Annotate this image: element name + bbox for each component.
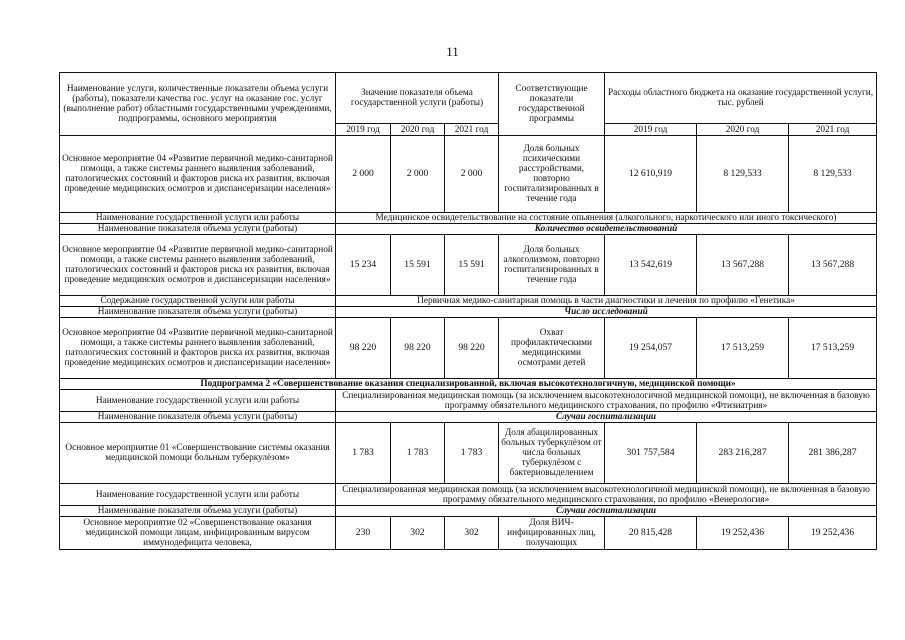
indicator-name-label: Наименование показателя объема услуги (работы) xyxy=(60,412,336,423)
volume-2020: 2 000 xyxy=(391,136,445,213)
table-row xyxy=(60,307,877,318)
service-name-value: Специализированная медицинская помощь (за исключением высокотехнологичной медицинской помощи), не включенная в базовую программу обязательного медицинского страхования, по профилю «Венерология» xyxy=(336,484,877,506)
program-indicator: Доля абацилированных больных туберкулёзом от числа больных туберкулёзом с бактериовыделением xyxy=(499,423,605,484)
header-expense-group: Расходы областного бюджета на оказание государственной услуги, тыс. рублей xyxy=(605,73,877,124)
indicator-name-value: Число исследований xyxy=(336,307,877,318)
main-activity: Основное мероприятие 02 «Совершенствование оказания медицинской помощи лицам, инфицированным вирусом иммунодефицита человека, xyxy=(60,517,336,550)
volume-2019: 15 234 xyxy=(336,235,391,296)
main-activity: Основное мероприятие 01 «Совершенствование системы оказания медицинской помощи больным туберкулёзом» xyxy=(60,423,336,484)
table-row xyxy=(60,235,877,296)
volume-2021: 2 000 xyxy=(445,136,499,213)
header-program-indicators: Соответствующие показатели государственной программы xyxy=(499,73,605,136)
expense-2019: 19 254,057 xyxy=(605,318,697,379)
expense-2019: 301 757,584 xyxy=(605,423,697,484)
header-year-2: 2020 год xyxy=(391,124,445,136)
header-exp-year-3: 2021 год xyxy=(789,124,877,136)
subprogram-row xyxy=(60,379,877,390)
volume-2020: 98 220 xyxy=(391,318,445,379)
volume-2020: 302 xyxy=(391,517,445,550)
table-row xyxy=(60,390,877,412)
expense-2020: 283 216,287 xyxy=(697,423,789,484)
main-activity: Основное мероприятие 04 «Развитие первичной медико-санитарной помощи, а также системы раннего выявления заболеваний, патологических состояний и факторов риска их развития, включая проведение медицинских осмотров и диспансеризации населения» xyxy=(60,318,336,379)
expense-2021: 19 252,436 xyxy=(789,517,877,550)
main-activity: Основное мероприятие 04 «Развитие первичной медико-санитарной помощи, а также системы раннего выявления заболеваний, патологических состояний и факторов риска их развития, включая проведение медицинских осмотров и диспансеризации населения» xyxy=(60,235,336,296)
program-indicator: Доля больных алкоголизмом, повторно госпитализированных в течение года xyxy=(499,235,605,296)
indicator-name-value: Случаи госпитализации xyxy=(336,412,877,423)
header-year-3: 2021 год xyxy=(445,124,499,136)
table-row xyxy=(60,412,877,423)
program-indicator: Охват профилактическими медицинскими осмотрами детей xyxy=(499,318,605,379)
service-name-label: Наименование государственной услуги или работы xyxy=(60,390,336,412)
volume-2019: 2 000 xyxy=(336,136,391,213)
table-row xyxy=(60,136,877,213)
indicator-name-label: Наименование показателя объема услуги (работы) xyxy=(60,307,336,318)
volume-2019: 230 xyxy=(336,517,391,550)
page-number: 11 xyxy=(446,44,459,59)
service-name-value: Медицинское освидетельствование на состояние опьянения (алкогольного, наркотического или иного токсического) xyxy=(336,213,877,224)
program-indicator: Доля ВИЧ-инфицированных лиц, получающих xyxy=(499,517,605,550)
volume-2019: 1 783 xyxy=(336,423,391,484)
header-exp-year-1: 2019 год xyxy=(605,124,697,136)
volume-2021: 302 xyxy=(445,517,499,550)
indicator-name-label: Наименование показателя объема услуги (работы) xyxy=(60,224,336,235)
expense-2020: 17 513,259 xyxy=(697,318,789,379)
expense-2021: 17 513,259 xyxy=(789,318,877,379)
table-row xyxy=(60,517,877,550)
header-indicator-group: Значение показателя объема государственной услуги (работы) xyxy=(336,73,499,124)
table-row xyxy=(60,484,877,506)
expense-2019: 20 815,428 xyxy=(605,517,697,550)
table-row xyxy=(60,296,877,307)
expense-2020: 8 129,533 xyxy=(697,136,789,213)
subprogram-title: Подпрограмма 2 «Совершенствование оказания специализированной, включая высокотехнологичную, медицинской помощи» xyxy=(60,379,877,390)
program-indicator: Доля больных психическими расстройствами, повторно госпитализированных в течение года xyxy=(499,136,605,213)
table-row xyxy=(60,423,877,484)
expense-2020: 13 567,288 xyxy=(697,235,789,296)
expense-2020: 19 252,436 xyxy=(697,517,789,550)
expense-2019: 13 542,619 xyxy=(605,235,697,296)
service-name-label: Наименование государственной услуги или работы xyxy=(60,213,336,224)
expense-2021: 281 386,287 xyxy=(789,423,877,484)
header-row xyxy=(60,73,877,124)
indicator-name-value: Количество освидетельствований xyxy=(336,224,877,235)
table-row xyxy=(60,213,877,224)
volume-2021: 15 591 xyxy=(445,235,499,296)
expense-2021: 8 129,533 xyxy=(789,136,877,213)
header-year-1: 2019 год xyxy=(336,124,391,136)
expense-2019: 12 610,919 xyxy=(605,136,697,213)
service-name-value: Специализированная медицинская помощь (за исключением высокотехнологичной медицинской помощи), не включенная в базовую программу обязательного медицинского страхования, по профилю «Фтизиатрия» xyxy=(336,390,877,412)
service-content-value: Первичная медико-санитарная помощь в части диагностики и лечения по профилю «Генетика» xyxy=(336,296,877,307)
service-content-label: Содержание государственной услуги или работы xyxy=(60,296,336,307)
table-row xyxy=(60,224,877,235)
header-exp-year-2: 2020 год xyxy=(697,124,789,136)
expense-table xyxy=(59,72,877,550)
volume-2021: 1 783 xyxy=(445,423,499,484)
table-row xyxy=(60,506,877,517)
volume-2019: 98 220 xyxy=(336,318,391,379)
indicator-name-value: Случаи госпитализации xyxy=(336,506,877,517)
volume-2021: 98 220 xyxy=(445,318,499,379)
expense-2021: 13 567,288 xyxy=(789,235,877,296)
header-service-name: Наименование услуги, количественные показатели объема услуги (работы), показатели качества гос. услуг на оказание гос. услуг (выполнение работ) областными государственными учреждениями, подпрограммы, основного мероприятия xyxy=(60,73,336,136)
main-activity: Основное мероприятие 04 «Развитие первичной медико-санитарной помощи, а также системы раннего выявления заболеваний, патологических состояний и факторов риска их развития, включая проведение медицинских осмотров и диспансеризации населения» xyxy=(60,136,336,213)
service-name-label: Наименование государственной услуги или работы xyxy=(60,484,336,506)
indicator-name-label: Наименование показателя объема услуги (работы) xyxy=(60,506,336,517)
volume-2020: 15 591 xyxy=(391,235,445,296)
volume-2020: 1 783 xyxy=(391,423,445,484)
table-row xyxy=(60,318,877,379)
